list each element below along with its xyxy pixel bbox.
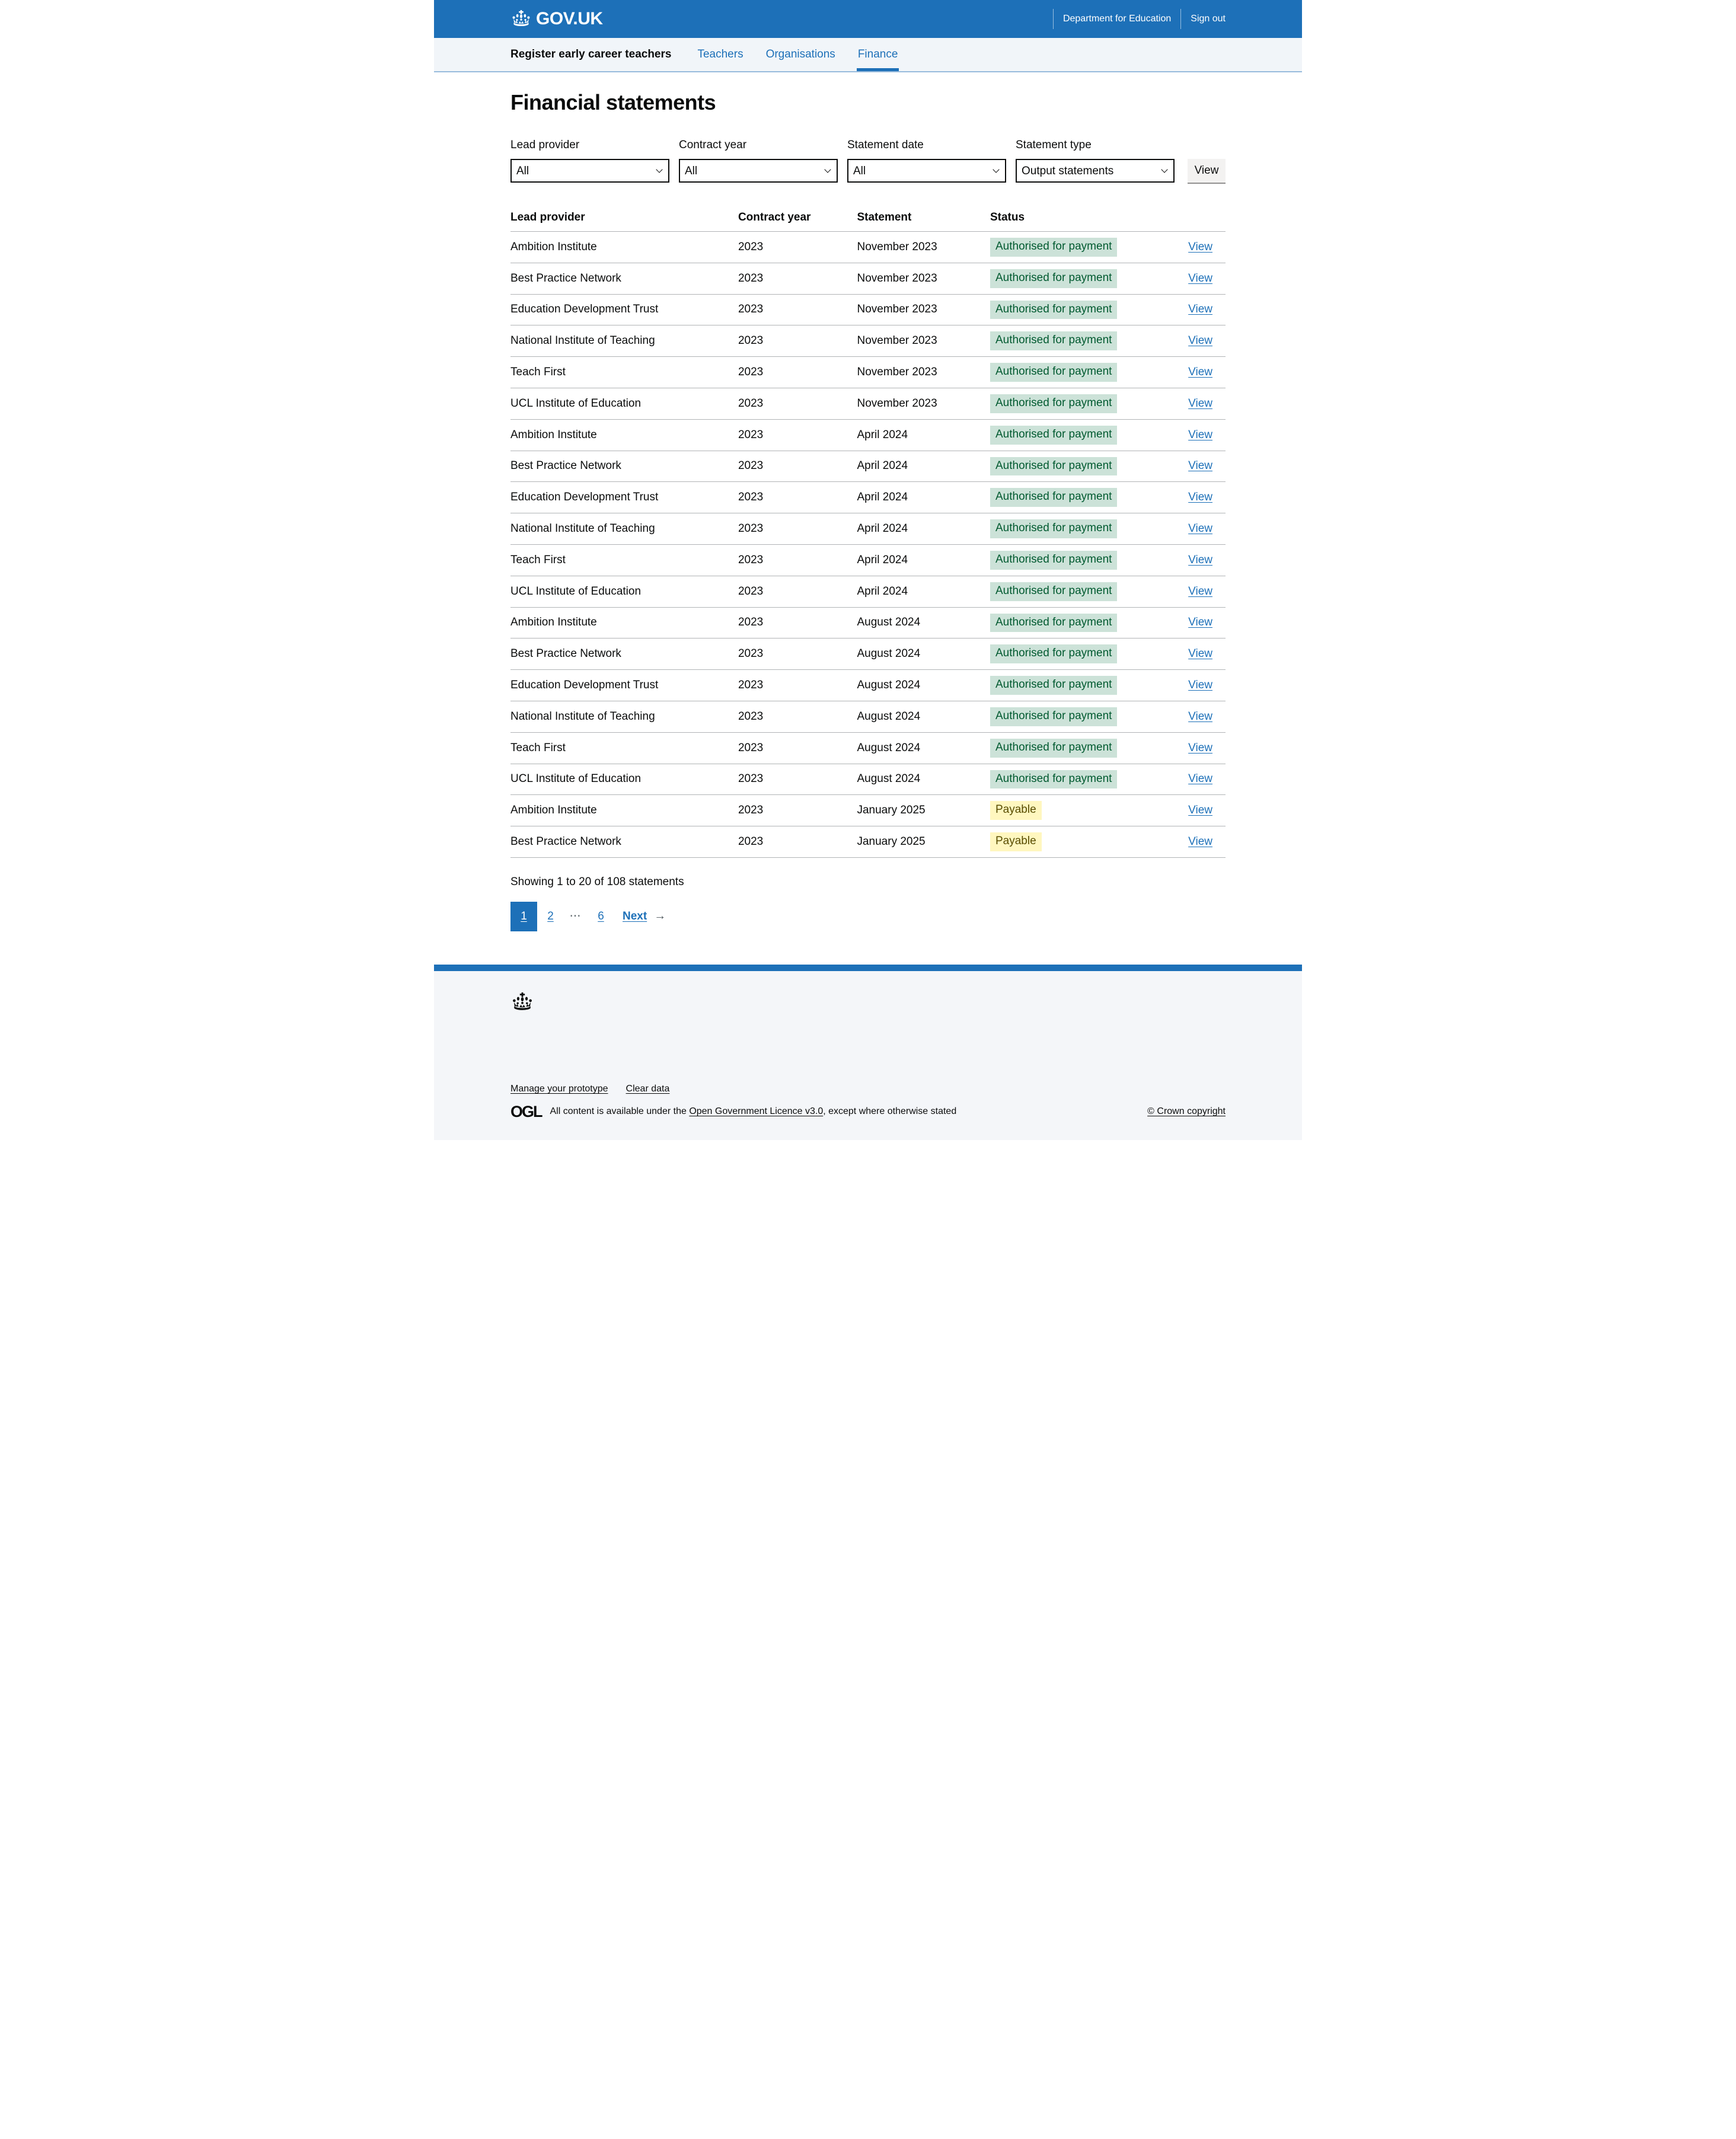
govuk-header [434, 0, 1302, 38]
ogl-licence-link[interactable]: Open Government Licence v3.0 [689, 1106, 824, 1117]
status-badge: Authorised for payment [990, 301, 1117, 320]
cell-contract-year: 2023 [738, 607, 857, 638]
cell-contract-year: 2023 [738, 544, 857, 576]
nav-item-finance[interactable]: Finance [857, 38, 899, 71]
cell-statement: November 2023 [857, 232, 990, 263]
view-link[interactable]: View [1188, 679, 1212, 692]
filter-statement-date-label: Statement date [847, 139, 924, 151]
cell-statement: November 2023 [857, 388, 990, 419]
cell-action [1188, 232, 1226, 263]
cell-action [1188, 513, 1226, 545]
cell-action [1188, 638, 1226, 670]
crown-copyright-link[interactable]: © Crown copyright [1147, 1106, 1226, 1117]
cell-status [990, 670, 1188, 701]
service-name: Register early career teachers [510, 48, 672, 60]
results-summary: Showing 1 to 20 of 108 statements [510, 875, 684, 888]
cell-lead-provider: Ambition Institute [510, 232, 738, 263]
cell-lead-provider: UCL Institute of Education [510, 576, 738, 607]
col-header-lead-provider: Lead provider [510, 211, 738, 232]
cell-action [1188, 764, 1226, 795]
cell-statement: August 2024 [857, 701, 990, 732]
status-badge: Authorised for payment [990, 394, 1117, 413]
ogl-logo: OGL [510, 1102, 542, 1120]
table-row [510, 701, 1226, 732]
cell-lead-provider: Ambition Institute [510, 607, 738, 638]
cell-contract-year: 2023 [738, 451, 857, 482]
cell-contract-year: 2023 [738, 732, 857, 764]
view-link[interactable]: View [1188, 459, 1212, 473]
view-link[interactable]: View [1188, 522, 1212, 535]
table-header-row [510, 211, 1226, 232]
status-badge: Payable [990, 801, 1042, 820]
view-link[interactable]: View [1188, 272, 1212, 285]
cell-contract-year: 2023 [738, 482, 857, 513]
cell-statement: August 2024 [857, 638, 990, 670]
status-badge: Authorised for payment [990, 582, 1117, 601]
table-row [510, 451, 1226, 482]
cell-statement: November 2023 [857, 294, 990, 325]
cell-status [990, 732, 1188, 764]
filter-statement-type [1016, 139, 1175, 183]
filter-statement-date-select[interactable] [847, 159, 1006, 183]
cell-action [1188, 795, 1226, 826]
cell-contract-year: 2023 [738, 357, 857, 388]
pagination-next-link[interactable]: Next [623, 909, 647, 922]
col-header-status: Status [990, 211, 1188, 232]
cell-statement: November 2023 [857, 263, 990, 294]
filter-lead-provider-select[interactable] [510, 159, 669, 183]
cell-lead-provider: Education Development Trust [510, 482, 738, 513]
cell-lead-provider: UCL Institute of Education [510, 388, 738, 419]
cell-action [1188, 451, 1226, 482]
cell-statement: April 2024 [857, 544, 990, 576]
status-badge: Authorised for payment [990, 614, 1117, 633]
cell-action [1188, 732, 1226, 764]
cell-contract-year: 2023 [738, 513, 857, 545]
cell-action [1188, 419, 1226, 451]
cell-contract-year: 2023 [738, 576, 857, 607]
view-link[interactable]: View [1188, 334, 1212, 347]
cell-action [1188, 357, 1226, 388]
table-row [510, 607, 1226, 638]
cell-status [990, 451, 1188, 482]
table-row [510, 513, 1226, 545]
statements-table [510, 211, 1226, 858]
cell-status [990, 482, 1188, 513]
table-row [510, 826, 1226, 858]
view-link[interactable]: View [1188, 366, 1212, 379]
filter-lead-provider [510, 139, 669, 183]
header-link-department[interactable]: Department for Education [1053, 9, 1171, 29]
cell-contract-year: 2023 [738, 826, 857, 858]
cell-action [1188, 701, 1226, 732]
cell-contract-year: 2023 [738, 670, 857, 701]
cell-status [990, 701, 1188, 732]
nav-item-organisations[interactable]: Organisations [765, 48, 835, 60]
cell-lead-provider: Teach First [510, 732, 738, 764]
view-link[interactable]: View [1188, 647, 1212, 660]
main-content [510, 90, 1226, 965]
cell-action [1188, 576, 1226, 607]
filter-lead-provider-label: Lead provider [510, 139, 580, 151]
status-badge: Authorised for payment [990, 331, 1117, 350]
filters-bar [510, 139, 1226, 183]
pagination-ellipsis: ⋯ [569, 910, 582, 923]
view-link[interactable]: View [1188, 616, 1212, 629]
cell-lead-provider: National Institute of Teaching [510, 513, 738, 545]
licence-row [510, 1104, 1226, 1120]
status-badge: Authorised for payment [990, 457, 1117, 476]
cell-lead-provider: Ambition Institute [510, 795, 738, 826]
cell-lead-provider: National Institute of Teaching [510, 701, 738, 732]
table-row [510, 795, 1226, 826]
col-header-contract-year: Contract year [738, 211, 857, 232]
view-filter-button[interactable]: View [1188, 159, 1226, 183]
cell-status [990, 325, 1188, 357]
status-badge: Authorised for payment [990, 676, 1117, 695]
table-row [510, 419, 1226, 451]
arrow-right-icon: → [654, 909, 666, 923]
table-row [510, 357, 1226, 388]
cell-status [990, 826, 1188, 858]
filter-contract-year-select[interactable] [679, 159, 838, 183]
filter-contract-year [679, 139, 838, 183]
header-links [1043, 9, 1226, 29]
cell-action [1188, 544, 1226, 576]
cell-lead-provider: Education Development Trust [510, 670, 738, 701]
cell-contract-year: 2023 [738, 388, 857, 419]
table-row [510, 638, 1226, 670]
cell-contract-year: 2023 [738, 764, 857, 795]
cell-statement: April 2024 [857, 513, 990, 545]
view-link[interactable]: View [1188, 585, 1212, 598]
cell-statement: November 2023 [857, 325, 990, 357]
status-badge: Authorised for payment [990, 551, 1117, 570]
cell-lead-provider: Ambition Institute [510, 419, 738, 451]
cell-statement: November 2023 [857, 357, 990, 388]
table-row [510, 764, 1226, 795]
cell-lead-provider: Education Development Trust [510, 294, 738, 325]
cell-status [990, 795, 1188, 826]
status-badge: Authorised for payment [990, 269, 1117, 288]
view-link[interactable]: View [1188, 772, 1212, 786]
cell-status [990, 544, 1188, 576]
cell-action [1188, 670, 1226, 701]
pagination-page-1-current[interactable]: 1 [510, 902, 537, 931]
cell-contract-year: 2023 [738, 263, 857, 294]
cell-status [990, 388, 1188, 419]
cell-status [990, 263, 1188, 294]
pagination-page-2[interactable]: 2 [547, 909, 554, 922]
cell-lead-provider: UCL Institute of Education [510, 764, 738, 795]
cell-lead-provider: Teach First [510, 544, 738, 576]
cell-contract-year: 2023 [738, 795, 857, 826]
view-link[interactable]: View [1188, 553, 1212, 566]
cell-status [990, 764, 1188, 795]
cell-contract-year: 2023 [738, 294, 857, 325]
table-row [510, 670, 1226, 701]
table-row [510, 576, 1226, 607]
cell-action [1188, 388, 1226, 419]
filter-statement-type-select[interactable] [1016, 159, 1175, 183]
cell-action [1188, 325, 1226, 357]
cell-status [990, 607, 1188, 638]
table-row [510, 482, 1226, 513]
cell-action [1188, 607, 1226, 638]
cell-contract-year: 2023 [738, 701, 857, 732]
crown-icon [510, 992, 1226, 1015]
cell-status [990, 638, 1188, 670]
govuk-logo-text: GOV.UK [536, 9, 603, 28]
cell-contract-year: 2023 [738, 419, 857, 451]
cell-status [990, 513, 1188, 545]
cell-status [990, 419, 1188, 451]
manage-prototype-link[interactable]: Manage your prototype [510, 1083, 608, 1094]
view-link[interactable]: View [1188, 397, 1212, 410]
table-row [510, 388, 1226, 419]
cell-statement: January 2025 [857, 795, 990, 826]
view-link[interactable]: View [1188, 710, 1212, 723]
cell-action [1188, 294, 1226, 325]
govuk-footer [434, 965, 1302, 1140]
table-row [510, 732, 1226, 764]
cell-statement: April 2024 [857, 576, 990, 607]
cell-statement: August 2024 [857, 607, 990, 638]
cell-lead-provider: Best Practice Network [510, 638, 738, 670]
clear-data-link[interactable]: Clear data [626, 1083, 670, 1094]
view-link[interactable]: View [1188, 835, 1212, 848]
cell-lead-provider: Best Practice Network [510, 451, 738, 482]
service-navigation [434, 38, 1302, 72]
cell-statement: August 2024 [857, 732, 990, 764]
view-link[interactable]: View [1188, 741, 1212, 754]
page-title: Financial statements [510, 90, 716, 114]
cell-statement: April 2024 [857, 482, 990, 513]
cell-lead-provider: Best Practice Network [510, 826, 738, 858]
cell-action [1188, 482, 1226, 513]
table-row [510, 325, 1226, 357]
pagination-page-6[interactable]: 6 [598, 909, 604, 922]
view-link[interactable]: View [1188, 804, 1212, 817]
table-row [510, 544, 1226, 576]
cell-action [1188, 826, 1226, 858]
filter-statement-type-label: Statement type [1016, 139, 1092, 151]
cell-lead-provider: National Institute of Teaching [510, 325, 738, 357]
govuk-logo-link[interactable] [510, 9, 603, 29]
col-header-actions [1188, 211, 1226, 232]
cell-contract-year: 2023 [738, 325, 857, 357]
crown-icon [510, 10, 532, 28]
status-badge: Authorised for payment [990, 519, 1117, 538]
view-link[interactable]: View [1188, 303, 1212, 316]
cell-statement: August 2024 [857, 670, 990, 701]
pagination [510, 902, 1226, 965]
status-badge: Authorised for payment [990, 488, 1117, 507]
cell-status [990, 576, 1188, 607]
cell-lead-provider: Best Practice Network [510, 263, 738, 294]
cell-status [990, 357, 1188, 388]
filter-statement-date [847, 139, 1006, 183]
cell-contract-year: 2023 [738, 638, 857, 670]
licence-text [550, 1106, 957, 1117]
cell-lead-provider: Teach First [510, 357, 738, 388]
cell-contract-year: 2023 [738, 232, 857, 263]
cell-statement: April 2024 [857, 419, 990, 451]
view-link[interactable]: View [1188, 240, 1212, 253]
table-row [510, 232, 1226, 263]
view-link[interactable]: View [1188, 428, 1212, 441]
status-badge: Payable [990, 832, 1042, 851]
footer-links [510, 1084, 1226, 1094]
status-badge: Authorised for payment [990, 770, 1117, 789]
licence-text-before: All content is available under the [550, 1106, 690, 1117]
status-badge: Authorised for payment [990, 238, 1117, 257]
nav-item-teachers[interactable]: Teachers [697, 48, 743, 60]
status-badge: Authorised for payment [990, 739, 1117, 758]
col-header-statement: Statement [857, 211, 990, 232]
status-badge: Authorised for payment [990, 644, 1117, 663]
cell-statement: April 2024 [857, 451, 990, 482]
header-link-sign-out[interactable]: Sign out [1180, 9, 1226, 29]
status-badge: Authorised for payment [990, 707, 1117, 726]
view-link[interactable]: View [1188, 491, 1212, 504]
table-row [510, 263, 1226, 294]
cell-status [990, 294, 1188, 325]
status-badge: Authorised for payment [990, 426, 1117, 445]
cell-action [1188, 263, 1226, 294]
table-row [510, 294, 1226, 325]
cell-statement: August 2024 [857, 764, 990, 795]
filter-contract-year-label: Contract year [679, 139, 747, 151]
status-badge: Authorised for payment [990, 363, 1117, 382]
cell-status [990, 232, 1188, 263]
licence-text-after: , except where otherwise stated [823, 1106, 957, 1117]
cell-statement: January 2025 [857, 826, 990, 858]
